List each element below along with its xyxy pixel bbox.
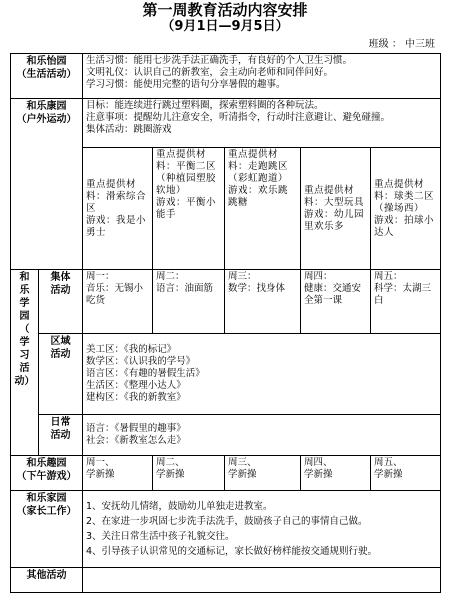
learning-group-row xyxy=(11,270,441,333)
group-day-3: 周三： 数学：找身体 xyxy=(225,270,301,333)
group-day-2: 周二： 语言：油面筋 xyxy=(153,270,225,333)
outdoor-notes-text: 注意事项：提醒幼儿注意安全，听清指令，行动时注意避让、避免碰撞。 xyxy=(86,111,391,123)
page-title: 第一周教育活动内容安排 xyxy=(142,1,308,19)
outdoor-goal-row xyxy=(11,98,441,147)
fun-day-5: 周五、 学新操 xyxy=(371,456,441,491)
outdoor-day-1: 重点提供材料：滑索综合区 游戏：我是小勇士 xyxy=(83,147,153,270)
outdoor-group-game: 集体活动：跳圈游戏 xyxy=(86,123,172,135)
area-item: 建构区：《我的新教室》 xyxy=(86,392,186,404)
area-item: 数学区：《认识我的学号》 xyxy=(86,356,196,368)
date-range: （9月1日—9月5日） xyxy=(161,19,289,34)
family-section-label: 和乐家园 （家长工作） xyxy=(11,490,83,568)
life-item: 学习习惯：能使用完整的语句分享暑假的趣事。 xyxy=(86,79,286,90)
other-section-label: 其他活动 xyxy=(11,568,83,593)
family-item: 1、安抚幼儿情绪，鼓励幼儿单独走进教室。 xyxy=(86,500,273,512)
family-item: 2、在家进一步巩固七步洗手法洗手，鼓励孩子自己的事情自己做。 xyxy=(86,515,368,527)
family-row xyxy=(11,490,441,568)
family-content xyxy=(83,490,441,568)
other-content xyxy=(83,568,441,593)
group-activity-label: 集体 活动 xyxy=(39,270,83,333)
fun-section-label: 和乐趣园 （下午游戏） xyxy=(11,456,83,491)
group-day-5: 周五： 科学：太湖三白 xyxy=(371,270,441,333)
outdoor-section-label: 和乐康园 （户外运动） xyxy=(11,98,83,270)
fun-day-1: 周一、 学新操 xyxy=(83,456,153,491)
outdoor-goal-text: 目标：能连续进行跳过塑料圈，探索塑料圈的各种玩法。 xyxy=(86,99,324,111)
learning-daily-row xyxy=(11,415,441,456)
area-item: 生活区：《整理小达人》 xyxy=(86,380,186,392)
outdoor-day-5: 重点提供材料：球类二区（操场西） 游戏：拍球小达人 xyxy=(371,147,441,270)
family-item: 4、引导孩子认识常见的交通标记，家长做好榜样能按交通规则行驶。 xyxy=(86,545,378,557)
fun-day-4: 周四、 学新操 xyxy=(301,456,371,491)
group-day-1: 周一： 音乐：无锡小吃货 xyxy=(83,270,153,333)
daily-activity-label: 日常 活动 xyxy=(39,415,83,456)
area-activity-content xyxy=(83,333,441,415)
other-row xyxy=(11,568,441,593)
daily-item: 语言：《暑假里的趣事》 xyxy=(86,423,186,435)
family-item: 3、关注日常生活中孩子礼貌交往。 xyxy=(86,530,235,542)
daily-item: 社会：《新教室怎么走》 xyxy=(86,435,186,447)
learning-area-row xyxy=(11,333,441,415)
life-item: 文明礼仪：认识自己的新教室，会主动向老师和同伴问好。 xyxy=(86,67,334,78)
outdoor-day-4: 重点提供材料：大型玩具 游戏：幼儿园里欢乐多 xyxy=(301,147,371,270)
life-item: 生活习惯：能用七步洗手法正确洗手，有良好的个人卫生习惯。 xyxy=(86,55,353,66)
activity-plan-table xyxy=(10,53,441,593)
class-label: 班级 ： 中三班 xyxy=(368,39,435,50)
outdoor-day-2: 重点提供材料：平衡二区（种植园塑胶软地） 游戏：平衡小能手 xyxy=(153,147,225,270)
area-activity-label: 区域 活动 xyxy=(39,333,83,415)
outdoor-day-3: 重点提供材料：走跑跳区（彩虹跑道） 游戏：欢乐跳跳糖 xyxy=(225,147,301,270)
life-row xyxy=(11,54,441,99)
outdoor-goal xyxy=(83,98,441,147)
life-content xyxy=(83,54,441,99)
fun-day-3: 周三、 学新操 xyxy=(225,456,301,491)
area-item: 语言区：《有趣的暑假生活》 xyxy=(86,368,205,380)
fun-row xyxy=(11,456,441,491)
life-section-label: 和乐怡园 （生活活动） xyxy=(11,54,83,99)
area-item: 美工区：《我的标记》 xyxy=(86,344,177,356)
learning-section-label: 和 乐 学 园 （ 学 习 活 动） xyxy=(11,270,39,456)
fun-day-2: 周二、 学新操 xyxy=(153,456,225,491)
group-day-4: 周四： 健康：交通安全第一课 xyxy=(301,270,371,333)
daily-activity-content xyxy=(83,415,441,456)
